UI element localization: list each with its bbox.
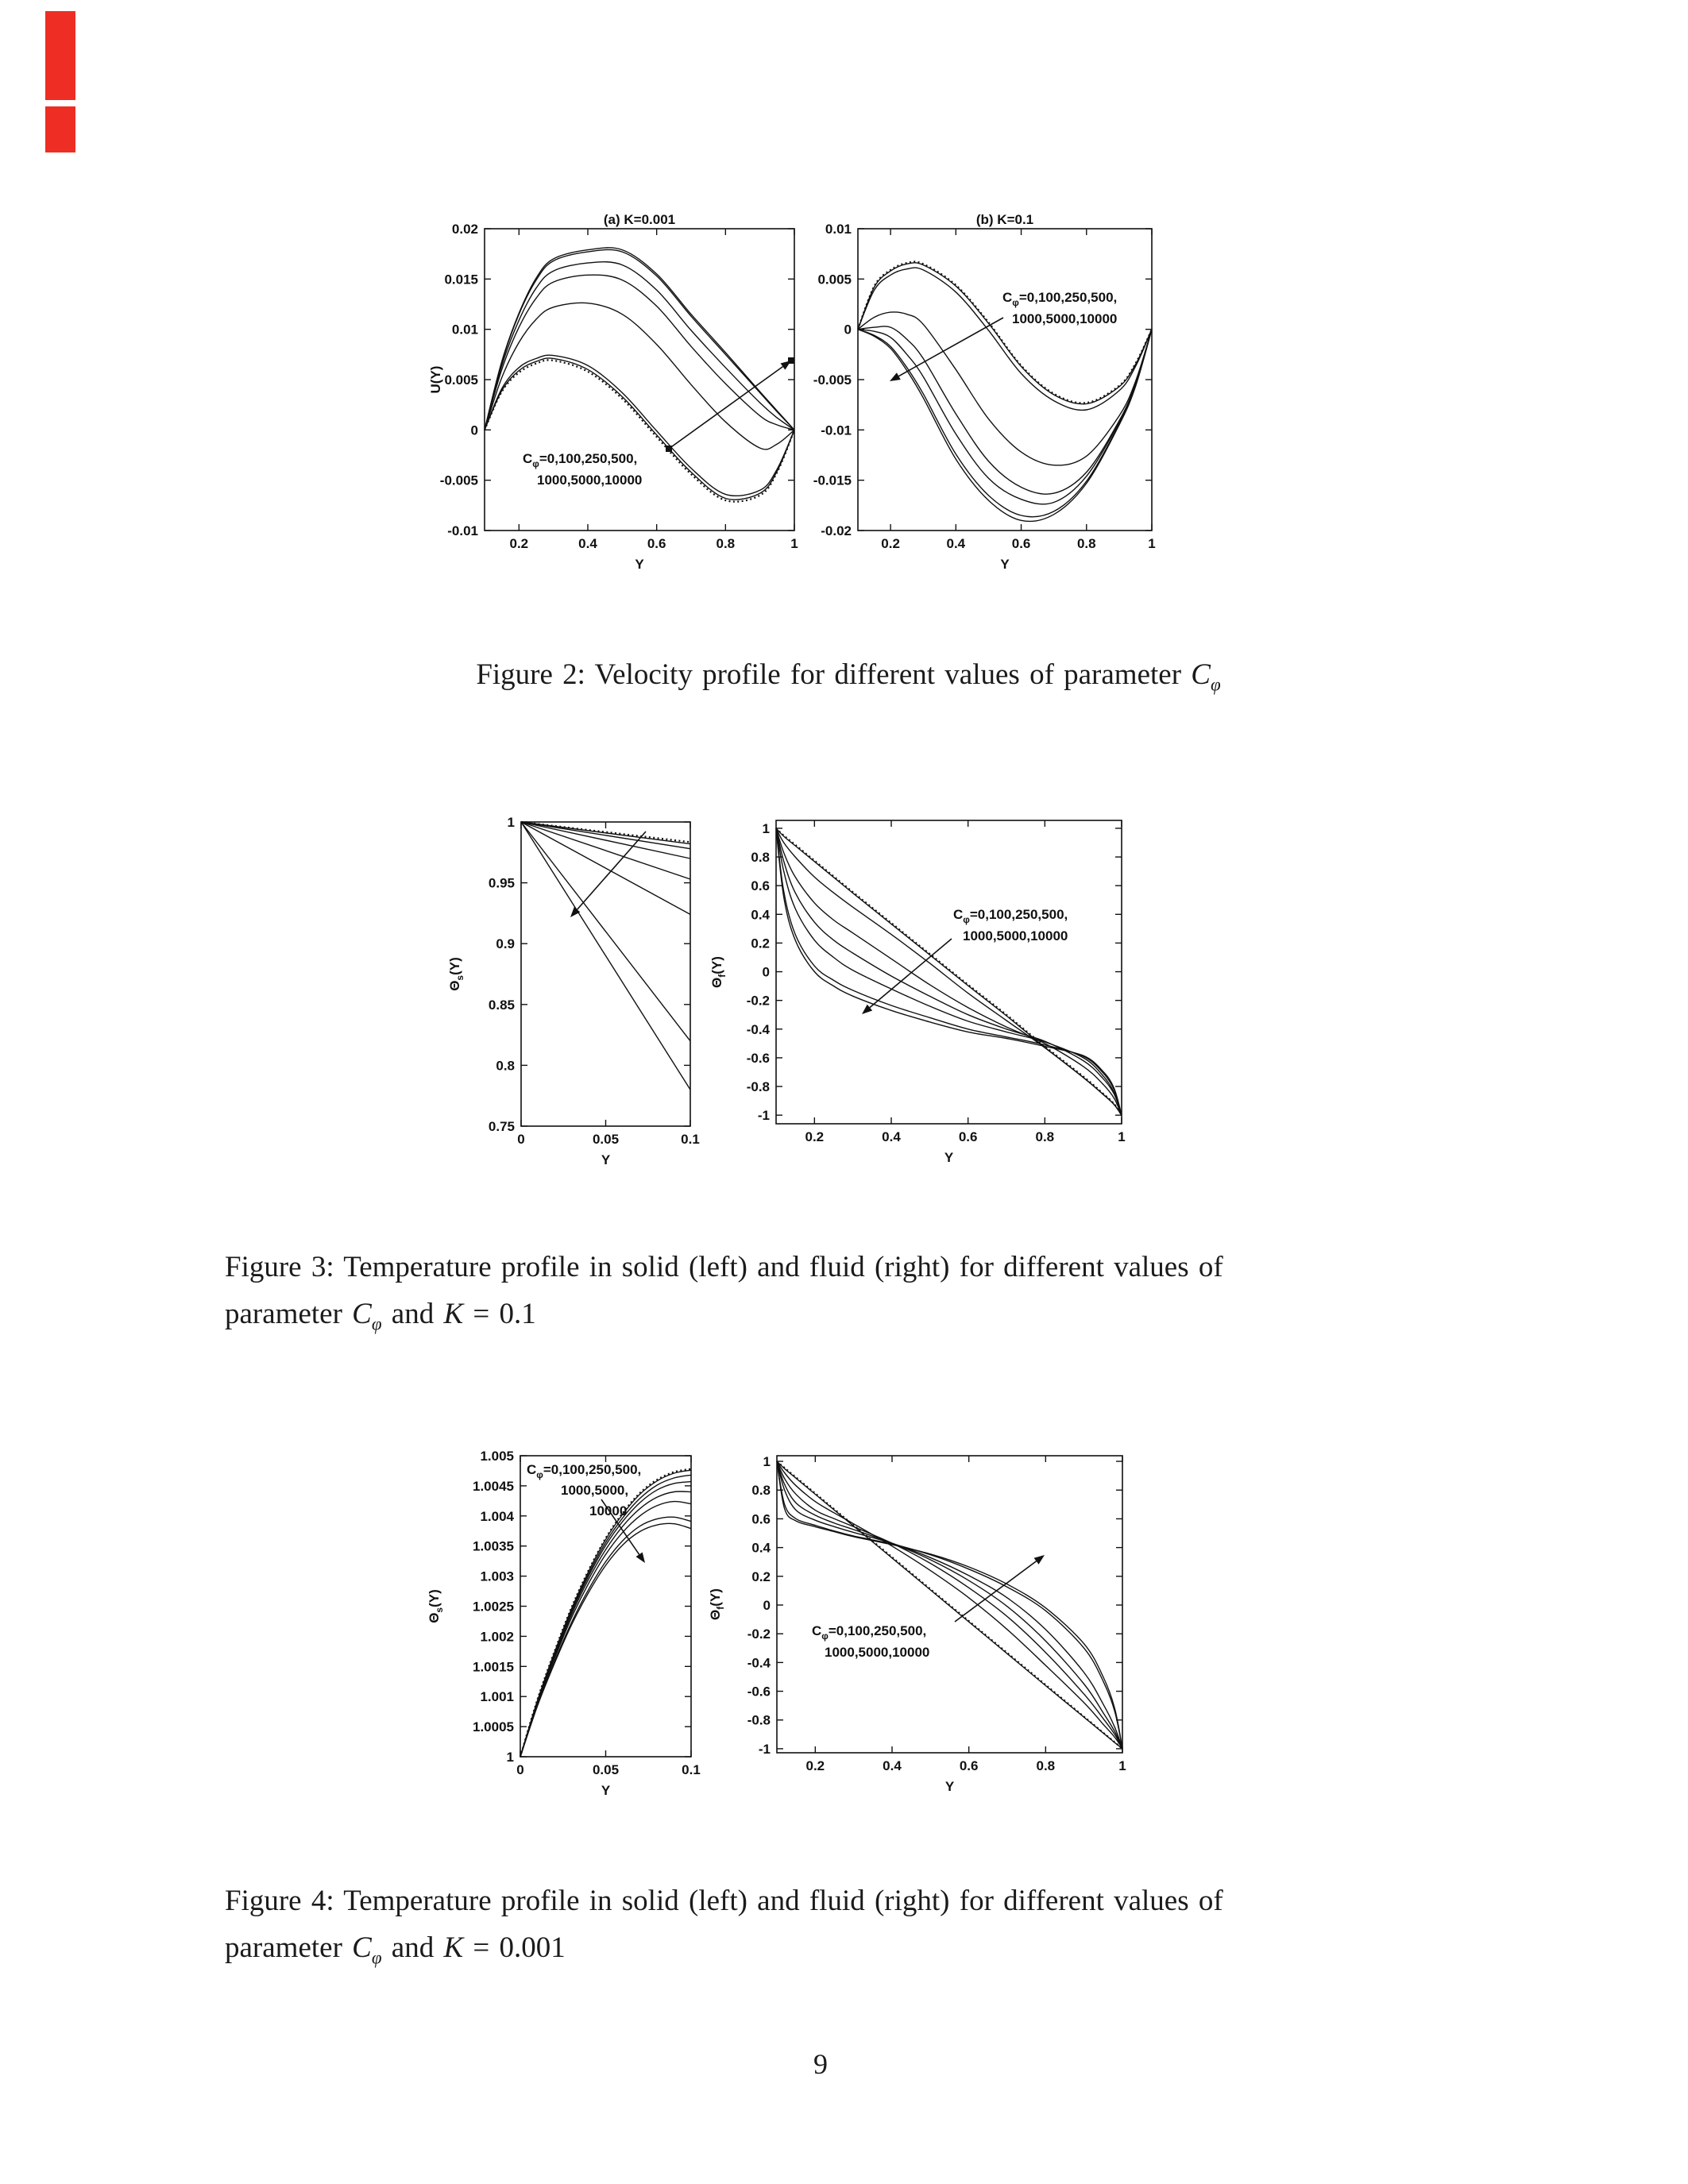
y-tick-label: 0.005 <box>444 372 478 388</box>
y-tick-label: -0.2 <box>747 1626 771 1642</box>
curve-Cφ=500 <box>521 822 690 879</box>
arrow-tip-square-marker <box>788 357 794 364</box>
curve-Cφ=10000 <box>520 1523 691 1757</box>
x-tick-label: 0.4 <box>883 1758 902 1773</box>
y-tick-label: -0.01 <box>447 523 478 538</box>
figure3-caption: Figure 3: Temperature profile in solid (left) and fluid (right) for different values of parameter $C_\varphi$ and K = 0.1 <box>225 1251 1223 1334</box>
x-tick-label: 0.05 <box>592 1762 620 1777</box>
x-axis-label: Y <box>944 1150 954 1165</box>
axes-box <box>776 820 1122 1124</box>
x-tick-label: 0.6 <box>1011 536 1031 551</box>
x-tick-label: 0.2 <box>881 536 900 551</box>
curve-Cφ=250 <box>485 303 794 449</box>
y-tick-label: -0.005 <box>439 473 478 488</box>
y-tick-label: 0.75 <box>488 1119 515 1134</box>
x-tick-label: 0.1 <box>681 1132 700 1147</box>
annotation-arrow <box>577 832 646 909</box>
page-number: 9 <box>813 2048 828 2080</box>
y-tick-label: 1.0035 <box>473 1538 514 1554</box>
x-tick-label: 0.6 <box>958 1129 978 1144</box>
annotation-text: 10000 <box>589 1503 628 1518</box>
annotation-text: $C_\varphi=0,100,250,500$, <box>523 451 638 469</box>
y-tick-label: 0.8 <box>751 850 770 866</box>
y-tick-label: -0.01 <box>821 423 852 438</box>
curve-Cφ=0 dotted <box>777 1461 1122 1749</box>
x-tick-label: 0.8 <box>1035 1129 1055 1144</box>
curve-Cφ=500 <box>520 1491 691 1757</box>
x-tick-label: 0.4 <box>946 536 966 551</box>
y-tick-label: 1.002 <box>480 1629 514 1645</box>
x-tick-label: 1 <box>1118 1129 1126 1144</box>
y-tick-label: 0.4 <box>751 907 770 923</box>
annotation-text: 1000,5000,10000 <box>825 1645 930 1660</box>
x-tick-label: 0 <box>517 1132 525 1147</box>
y-tick-label: 0.02 <box>451 222 478 237</box>
y-tick-label: 1 <box>762 820 770 836</box>
y-tick-label: 0 <box>844 322 852 338</box>
arrowhead-icon <box>636 1552 645 1563</box>
x-axis-label: Y <box>601 1783 611 1798</box>
annotation-text: $C_\varphi=0,100,250,500$, <box>812 1623 927 1642</box>
y-tick-label: 0.01 <box>825 222 852 237</box>
curve-Cφ=5000 <box>521 822 690 1041</box>
curve-Cφ=10000 <box>858 330 1152 522</box>
annotation-text: $C_\varphi=0,100,250,500$, <box>953 907 1068 925</box>
y-tick-label: -0.015 <box>813 473 852 488</box>
y-tick-label: -0.4 <box>746 1021 770 1037</box>
y-axis-label: U(Y) <box>428 365 443 394</box>
x-axis-label: Y <box>601 1152 611 1167</box>
annotation-text: 1000,5000,10000 <box>537 473 643 488</box>
y-tick-label: 1.0015 <box>473 1659 514 1675</box>
plot-fig3-fluid <box>709 820 1126 1165</box>
y-tick-label: 1.005 <box>480 1449 514 1464</box>
plot-fig4-solid <box>427 1449 701 1798</box>
curve-Cφ=250 <box>520 1482 691 1757</box>
curve-Cφ=500 <box>776 828 1122 1115</box>
plot-fig4-fluid <box>708 1454 1126 1794</box>
curve-Cφ=5000 <box>485 249 794 430</box>
plot-fig2b <box>813 212 1156 572</box>
annotation-text: 1000,5000,10000 <box>963 928 1068 943</box>
curve-Cφ=0 <box>776 828 1122 1115</box>
y-tick-label: 1.004 <box>480 1508 514 1524</box>
plot-title: (b) K=0.1 <box>975 212 1034 227</box>
x-tick-label: 1 <box>1148 536 1156 551</box>
annotation-text: $C_\varphi=0,100,250,500$, <box>1002 290 1118 308</box>
x-axis-label: Y <box>635 557 644 572</box>
y-tick-label: -1 <box>757 1108 770 1124</box>
y-tick-label: 0 <box>763 1597 771 1613</box>
y-tick-label: 0.8 <box>496 1058 515 1074</box>
y-tick-label: 0.9 <box>496 936 515 952</box>
y-tick-label: 0.01 <box>451 322 478 338</box>
y-tick-label: 0.2 <box>751 1569 771 1584</box>
y-axis-label: $\Theta_s(Y)$ <box>447 957 465 991</box>
y-tick-label: 0.2 <box>751 936 770 951</box>
annotation-text: $C_\varphi=0,100,250,500$, <box>527 1462 642 1480</box>
plot-title: (a) K=0.001 <box>603 212 676 227</box>
plot-fig2a <box>428 212 798 572</box>
curve-Cφ=10000 <box>776 828 1122 1115</box>
x-tick-label: 0.6 <box>647 536 666 551</box>
y-tick-label: 0 <box>762 964 770 980</box>
y-tick-label: 1.001 <box>480 1689 514 1705</box>
x-tick-label: 0.8 <box>716 536 736 551</box>
y-tick-label: 1.0045 <box>473 1478 514 1494</box>
y-tick-label: 1.003 <box>480 1569 514 1584</box>
y-tick-label: -0.02 <box>821 523 852 538</box>
y-tick-label: 0.95 <box>488 875 515 891</box>
curve-Cφ=100 <box>858 268 1152 410</box>
x-tick-label: 0.2 <box>805 1129 825 1144</box>
y-axis-label: $\Theta_s(Y)$ <box>427 1589 445 1623</box>
plot-fig3-solid <box>447 815 700 1167</box>
x-tick-label: 0.2 <box>509 536 529 551</box>
y-tick-label: 0.4 <box>751 1540 771 1556</box>
x-tick-label: 1 <box>790 536 798 551</box>
y-tick-label: -0.6 <box>746 1050 770 1066</box>
y-tick-label: 1.0025 <box>473 1599 514 1615</box>
annotation-text: 1000,5000, <box>561 1483 629 1498</box>
figure4-caption: Figure 4: Temperature profile in solid (left) and fluid (right) for different values of parameter $C_\varphi$ and K = 0.001 <box>225 1885 1223 1968</box>
curve-Cφ=5000 <box>776 828 1122 1115</box>
y-tick-label: -0.6 <box>747 1684 771 1700</box>
arrowhead-icon <box>890 372 901 381</box>
y-tick-label: 0.015 <box>444 272 478 287</box>
y-axis-label: $\Theta_f(Y)$ <box>708 1588 726 1620</box>
annotation-arrow <box>955 1561 1037 1622</box>
curve-Cφ=5000 <box>858 330 1152 517</box>
annotation-text: 1000,5000,10000 <box>1012 311 1118 326</box>
y-tick-label: 0 <box>470 423 478 438</box>
x-axis-label: Y <box>944 1779 955 1794</box>
curve-Cφ=500 <box>485 275 794 430</box>
y-tick-label: -0.8 <box>747 1712 771 1728</box>
y-tick-label: 1.0005 <box>473 1719 514 1735</box>
y-tick-label: -0.005 <box>813 372 852 388</box>
y-tick-label: -1 <box>758 1741 771 1757</box>
x-tick-label: 0.8 <box>1076 536 1096 551</box>
curve-Cφ=0 dotted <box>776 828 1122 1115</box>
curve-Cφ=10000 <box>521 822 690 1090</box>
curve-Cφ=1000 <box>858 330 1152 504</box>
arrowhead-icon <box>1034 1555 1045 1565</box>
y-tick-label: 1 <box>763 1454 771 1470</box>
curve-Cφ=0 dotted <box>858 261 1152 403</box>
y-axis-label: $\Theta_f(Y)$ <box>709 956 728 988</box>
x-tick-label: 0.8 <box>1036 1758 1056 1773</box>
y-tick-label: -0.2 <box>746 993 770 1009</box>
curve-Cφ=0 <box>858 263 1152 404</box>
arrow-end-square-marker <box>666 446 672 452</box>
x-tick-label: 0 <box>516 1762 524 1777</box>
curve-Cφ=500 <box>858 326 1152 494</box>
y-tick-label: 0.8 <box>751 1483 771 1499</box>
axes-box <box>858 229 1152 531</box>
figure2-caption: Figure 2: Velocity profile for different values of parameter $C_\varphi$ <box>476 658 1221 695</box>
x-tick-label: 1 <box>1118 1758 1126 1773</box>
y-tick-label: 0.6 <box>751 1511 771 1527</box>
y-tick-label: 0.005 <box>817 272 852 287</box>
x-tick-label: 0.4 <box>882 1129 901 1144</box>
curve-Cφ=1000 <box>776 828 1122 1115</box>
y-tick-label: 0.6 <box>751 878 770 894</box>
x-tick-label: 0.6 <box>959 1758 979 1773</box>
x-axis-label: Y <box>1000 557 1010 572</box>
y-tick-label: 1 <box>506 1750 514 1765</box>
x-tick-label: 0.4 <box>578 536 597 551</box>
curve-Cφ=100 <box>776 828 1122 1115</box>
curve-Cφ=5000 <box>520 1517 691 1757</box>
x-tick-label: 0.1 <box>682 1762 701 1777</box>
y-tick-label: 1 <box>507 815 515 830</box>
y-tick-label: -0.4 <box>747 1655 771 1671</box>
y-tick-label: -0.8 <box>746 1079 770 1095</box>
y-tick-label: 0.85 <box>488 997 515 1013</box>
axes-box <box>520 1456 691 1757</box>
curve-Cφ=250 <box>776 828 1122 1115</box>
x-tick-label: 0.05 <box>592 1132 620 1147</box>
x-tick-label: 0.2 <box>805 1758 825 1773</box>
